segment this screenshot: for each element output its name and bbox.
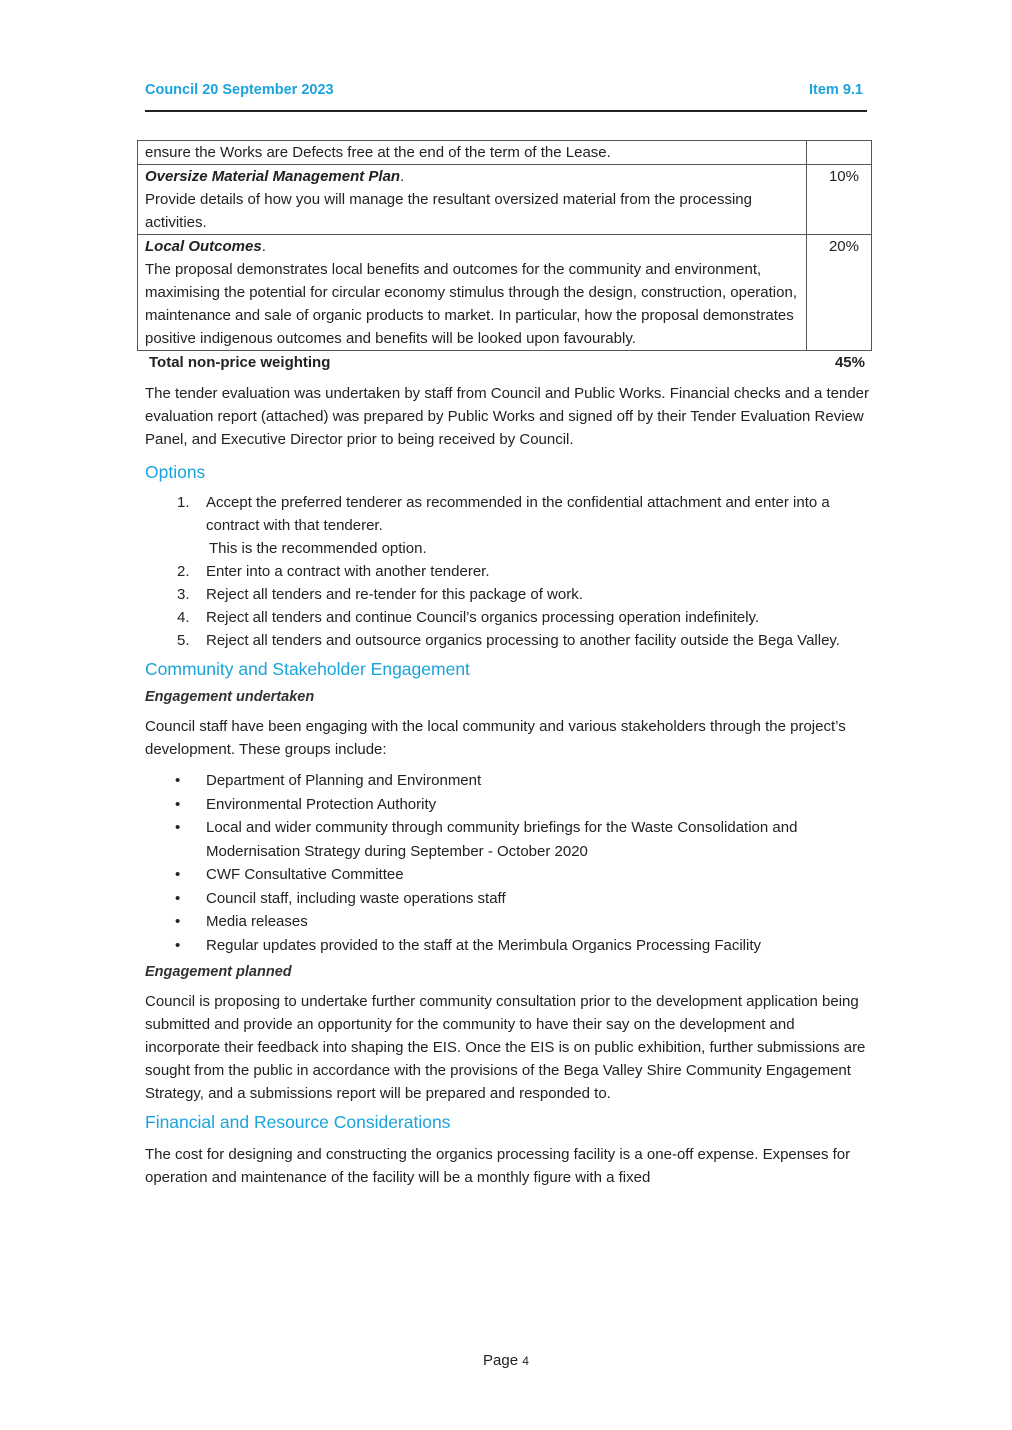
list-item [145,793,870,817]
stakeholder-list [145,769,870,957]
stakeholder-text: CWF Consultative Committee [206,866,404,883]
engagement-undertaken-heading: Engagement undertaken [145,689,315,705]
bullet-icon: • [175,795,181,813]
list-number: 4. [177,609,190,626]
weight-cell [807,165,872,235]
list-number: 3. [177,586,190,603]
weight-value: 10% [828,168,859,185]
weight-value: 20% [828,238,859,255]
list-item [145,934,870,958]
list-item [145,491,870,560]
engagement-heading: Community and Stakeholder Engagement [145,659,470,679]
criteria-title: Local Outcomes [145,238,262,255]
list-item [145,560,870,583]
option-text: Accept the preferred tenderer as recommended in the confidential attachment and enter into a contract with that tenderer. [206,494,830,534]
list-number: 2. [177,563,190,580]
bullet-icon: • [175,772,181,789]
options-list [145,491,870,652]
page-content [145,140,870,1189]
bullet-icon: • [175,936,181,954]
header-item-number: Item 9.1 [809,82,863,98]
options-heading: Options [145,462,206,482]
table-row [138,235,872,351]
stakeholder-text: Department of Planning and Environment [206,772,482,789]
stakeholder-text: Regular updates provided to the staff at the Merimbula Organics Processing Facility [206,936,761,954]
list-item [145,910,870,934]
table-row [138,165,872,235]
bullet-icon: • [175,913,181,930]
criteria-cell: Local Outcomes. The proposal demonstrates local benefits and outcomes for the community and environment, maximising the potential for circular economy stimulus through the design, construction, operation, maintenance and sale of organic products to market. In particular, how the proposal demonstrates positive indigenous outcomes and benefits will be looked upon favourably. [138,235,807,351]
total-weighting-row [145,351,870,374]
list-number: 1. [177,494,190,511]
criteria-text: ensure the Works are Defects free at the end of the term of the Lease. [145,144,611,161]
bullet-icon: • [175,819,181,836]
evaluation-criteria-table [137,140,872,351]
list-item [145,816,870,863]
option-text: Enter into a contract with another tenderer. [206,563,490,580]
criteria-cell [138,141,807,165]
table-row [138,141,872,165]
page-number: 4 [522,1354,529,1368]
list-item [145,629,870,652]
stakeholder-text: Media releases [206,913,308,930]
criteria-text: The proposal demonstrates local benefits and outcomes for the community and environment, maximising the potential for circular economy stimulus through the design, construction, operation, maintenance and sale of organic products to market. In particular, how the proposal demonstrates positive indigenous outcomes and benefits will be looked upon favourably. [145,261,797,347]
engagement-planned-paragraph: Council is proposing to undertake further community consultation prior to the development application being submitted and provide an opportunity for the community to have their say on the development and incorporate their feedback into shaping the EIS. Once the EIS is on public exhibition, further submissions are sought from the public in accordance with the provisions of the Bega Valley Shire Community Engagement Strategy, and a submissions report will be prepared and responded to. [145,993,866,1102]
recommended-note: This is the recommended option. [209,540,427,557]
page-header [145,80,867,112]
criteria-title: Oversize Material Management Plan [145,168,401,185]
financial-heading: Financial and Resource Considerations [145,1112,451,1132]
header-meeting-date: Council 20 September 2023 [145,82,334,98]
list-item [145,583,870,606]
total-value: 45% [834,354,865,371]
list-item [145,769,870,793]
bullet-icon: • [175,889,181,907]
total-label: Total non-price weighting [149,354,331,371]
list-item [145,863,870,887]
option-text: Reject all tenders and outsource organics processing to another facility outside the Bega Valley. [206,632,840,649]
stakeholder-text: Local and wider community through community briefings for the Waste Consolidation and Modernisation Strategy during September - October 2020 [206,819,798,860]
option-text: Reject all tenders and re-tender for this package of work. [206,586,583,603]
financial-paragraph: The cost for designing and constructing the organics processing facility is a one-off expense. Expenses for operation and maintenance of the facility will be a monthly figure with a fixed [145,1146,851,1186]
stakeholder-text: Environmental Protection Authority [206,795,437,813]
list-item [145,887,870,911]
criteria-text: Provide details of how you will manage the resultant oversized material from the processing activities. [145,191,752,231]
page-label: Page [483,1352,519,1369]
option-text: Reject all tenders and continue Council’s organics processing operation indefinitely. [206,609,760,626]
bullet-icon: • [175,866,181,883]
criteria-cell: Oversize Material Management Plan. Provide details of how you will manage the resultant oversized material from the processing activities. [138,165,807,235]
page-footer [0,1352,1012,1369]
stakeholder-text: Council staff, including waste operations staff [206,889,506,907]
engagement-undertaken-paragraph: Council staff have been engaging with the local community and various stakeholders through the project’s development. These groups include: [145,718,846,758]
list-item [145,606,870,629]
weight-cell [807,141,872,165]
list-number: 5. [177,632,190,649]
evaluation-paragraph: The tender evaluation was undertaken by staff from Council and Public Works. Financial checks and a tender evaluation report (attached) was prepared by Public Works and signed off by their Tender Evaluation Review Panel, and Executive Director prior to being received by Council. [145,385,870,448]
weight-cell [807,235,872,351]
engagement-planned-heading: Engagement planned [145,964,292,980]
